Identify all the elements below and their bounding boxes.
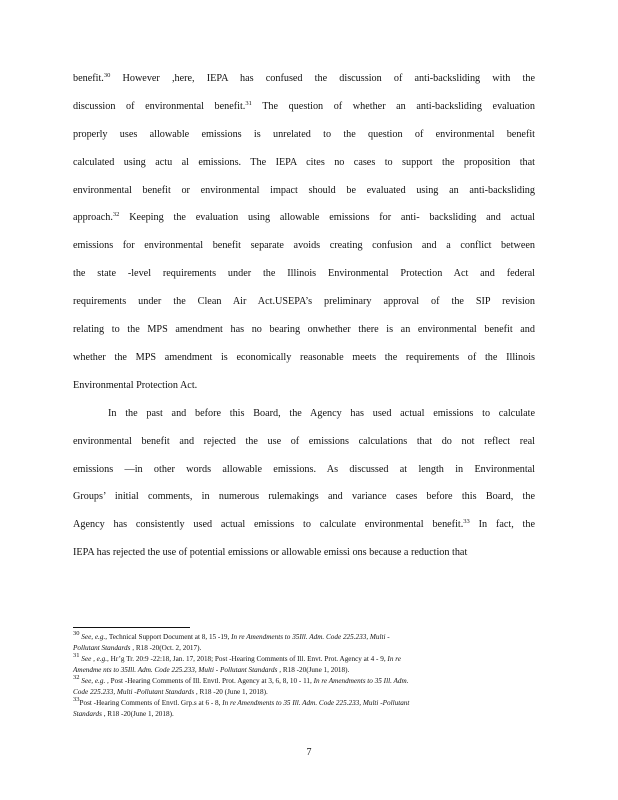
text-run: Groups’ initial comments, in numerous rulemakings and variance cases before this Board, the <box>73 491 535 502</box>
footnote-line <box>73 654 535 665</box>
footnote-line <box>73 698 535 709</box>
body-line <box>73 323 535 337</box>
citation-text: Post -Hearing Comments of Ill. Envtl. Prot. Agency at 3, 6, 8, 10 - 11, <box>110 677 314 685</box>
citation-italic: See , e.g., <box>79 655 111 663</box>
footnote-marker: 30 <box>73 630 80 637</box>
text-run: the state -level requirements under the Illinois Environmental Protection Act and federal <box>73 268 535 279</box>
body-line <box>73 184 535 198</box>
text-run: approach. <box>73 212 113 223</box>
body-line <box>73 463 535 477</box>
footnote-line <box>73 632 535 643</box>
citation-text: , R18 -20 (June 1, 2018). <box>195 688 268 696</box>
footnote-line <box>73 709 535 720</box>
citation-text: Post -Hearing Comments of Envtl. Grp.s at 6 - 8, <box>79 699 223 707</box>
body-line <box>73 435 535 449</box>
footnote-ref: 31 <box>245 100 252 107</box>
body-line <box>73 490 535 504</box>
footnote-marker: 33 <box>73 696 80 703</box>
text-run: discussion of environmental benefit. <box>73 101 246 112</box>
body-line <box>73 239 535 253</box>
citation-italic: See, e.g., <box>79 633 109 641</box>
body-line <box>73 295 535 309</box>
body-line <box>73 211 535 225</box>
citation-text: , R18 -20(June 1, 2018). <box>103 710 174 718</box>
body-line <box>73 156 535 170</box>
text-run: The question of whether an anti-backsliding evaluation <box>251 101 535 112</box>
text-run: In the past and before this Board, the Agency has used actual emissions to calculate <box>108 408 535 419</box>
text-run: Keeping the evaluation using allowable emissions for anti- backsliding and actual <box>119 212 535 223</box>
body-line <box>73 72 535 86</box>
text-run: emissions —in other words allowable emissions. As discussed at length in Environmental <box>73 464 535 475</box>
text-run: environmental benefit and rejected the use of emissions calculations that do not reflect real <box>73 436 535 447</box>
text-run: whether the MPS amendment is economically reasonable meets the requirements of the Illinois <box>73 352 535 363</box>
citation-italic: Amendme nts to 35Ill. Adm. Code 225.233, Multi - Pollutant Standards <box>73 666 280 674</box>
citation-text: , R18 -20(June 1, 2018). <box>279 666 350 674</box>
citation-text: , R18 -20(Oct. 2, 2017). <box>132 644 202 652</box>
text-run: properly uses allowable emissions is unrelated to the question of environmental benefit <box>73 129 535 140</box>
body-line <box>73 351 535 365</box>
text-run: calculated using actu al emissions. The IEPA cites no cases to support the proposition that <box>73 157 535 168</box>
body-line <box>73 100 535 114</box>
body-line <box>73 128 535 142</box>
citation-italic: See, e.g. , <box>79 677 111 685</box>
text-run: requirements under the Clean Air Act.USEPA’s preliminary approval of the SIP revision <box>73 296 535 307</box>
page-number: 7 <box>306 747 312 758</box>
citation-italic: Standards <box>73 710 104 718</box>
citation-text: Technical Support Document at 8, 15 -19, <box>108 633 232 641</box>
citation-text: Hr’g Tr. 20:9 -22:18, Jan. 17, 2018; Post -Hearing Comments of Ill. Envt. Prot. Agency at 4 - 9, <box>110 655 388 663</box>
footnote-ref: 33 <box>463 518 470 525</box>
citation-italic: In re Amendments to 35Ill. Adm. Code 225.233, Multi - <box>231 633 390 641</box>
footnote-line <box>73 676 535 687</box>
footnote-line <box>73 665 535 676</box>
body-line <box>73 546 535 560</box>
footnote-marker: 32 <box>73 674 80 681</box>
footnote-line <box>73 643 535 654</box>
text-run: Environmental Protection Act. <box>73 380 198 391</box>
text-run: In fact, the <box>469 519 536 530</box>
text-run: Agency has consistently used actual emissions to calculate environmental benefit. <box>73 519 464 530</box>
footnote-separator <box>73 627 190 628</box>
footnote-ref: 32 <box>112 211 120 218</box>
citation-italic: In re <box>387 655 401 663</box>
text-run: relating to the MPS amendment has no bearing onwhether there is an environmental benefit and <box>73 324 535 335</box>
body-line <box>73 267 535 281</box>
body-line <box>73 518 535 532</box>
text-run: However ,here, IEPA has confused the discussion of anti-backsliding with the <box>110 73 535 84</box>
body-line <box>108 407 535 421</box>
citation-italic: Pollutant Standards <box>73 644 133 652</box>
text-run: benefit. <box>73 73 104 84</box>
citation-italic: In re Amendments to 35 Ill. Adm. <box>313 677 409 685</box>
text-run: emissions for environmental benefit separate avoids creating confusion and a conflict between <box>73 240 535 251</box>
body-line <box>73 379 535 393</box>
citation-italic: Code 225.233, Multi -Pollutant Standards <box>73 688 196 696</box>
citation-italic: In re Amendments to 35 Ill. Adm. Code 225.233, Multi -Pollutant <box>222 699 410 707</box>
footnote-line <box>73 687 535 698</box>
text-run: IEPA has rejected the use of potential emissions or allowable emissi ons because a reduction that <box>73 547 468 558</box>
text-run: environmental benefit or environmental impact should be evaluated using an anti-backsliding <box>73 185 535 196</box>
footnote-marker: 31 <box>73 652 80 659</box>
footnote-ref: 30 <box>103 72 111 79</box>
